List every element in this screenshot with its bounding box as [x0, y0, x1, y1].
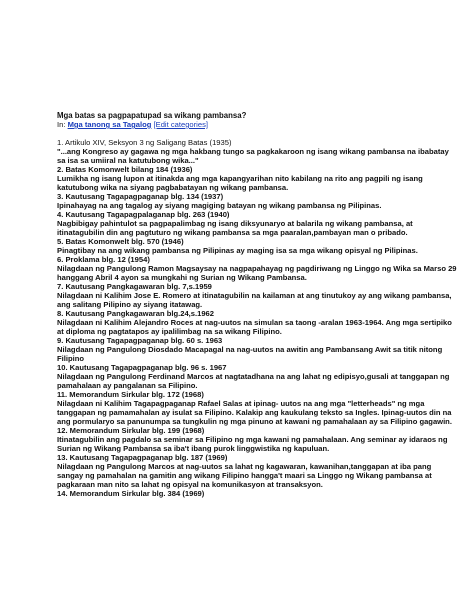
law-description: Nilagdaan ni Kalihim Alejandro Roces at nag-uutos na simulan sa taong -aralan 1963-1964. Ang mga sertipiko at diploma ng pagtatapos ay ipalilimbag na sa wikang Filipino. — [57, 318, 452, 336]
in-label: In: — [57, 120, 66, 129]
law-heading: 6. Proklama blg. 12 (1954) — [57, 255, 150, 264]
law-description: "...ang Kongreso ay gagawa ng mga hakbang tungo sa pagkakaroon ng isang wikang pambansa na ibabatay sa isa sa umiiral na katutubong wika..." — [57, 147, 449, 165]
law-description: Pinagtibay na ang wikang pambansa ng Pilipinas ay maging isa sa mga wikang opisyal ng Pilipinas. — [57, 246, 418, 255]
law-heading: 14. Memorandum Sirkular blg. 384 (1969) — [57, 489, 205, 498]
law-heading: 3. Kautusang Tagapagpaganap blg. 134 (1937) — [57, 192, 224, 201]
law-description: Nagbibigay pahintulot sa pagpapalimbag ng isang diksyunaryo at balarila ng wikang pambansa, at itinatagubilin din ang pagtuturo ng wikang pambansa sa mga paaralan,pambayan man o pribado. — [57, 219, 413, 237]
law-heading: 13. Kautusang Tagapagpaganap blg. 187 (1969) — [57, 453, 228, 462]
answer-content — [57, 111, 457, 498]
category-link[interactable]: Mga tanong sa Tagalog — [67, 120, 152, 129]
law-description: Nilagdaan ng Pangulong Ferdinand Marcos at nagtatadhana na ang lahat ng edipisyo,gusali at tanggapan ng pamahalaan ay pangalanan sa Filipino. — [57, 372, 450, 390]
edit-categories-link[interactable]: [Edit categories] — [153, 120, 208, 129]
law-heading: 5. Batas Komonwelt blg. 570 (1946) — [57, 237, 184, 246]
category-line — [57, 120, 457, 129]
law-description: Ipinahayag na ang tagalog ay siyang magiging batayan ng wikang pambansa ng Pilipinas. — [57, 201, 382, 210]
law-description: Itinatagubilin ang pagdalo sa seminar sa Filipino ng mga kawani ng pamahalaan. Ang seminar ay idaraos ng Surian ng Wikang Pambansa sa iba't ibang purok linggwistika ng kapuluan. — [57, 435, 448, 453]
law-heading: 8. Kautusang Pangkagawaran blg.24,s.1962 — [57, 309, 214, 318]
law-heading: 1. Artikulo XIV, Seksyon 3 ng Saligang Batas (1935) — [57, 138, 232, 147]
law-heading: 12. Memorandum Sirkular blg. 199 (1968) — [57, 426, 205, 435]
law-heading: 4. Kautusang Tagapagpalaganap blg. 263 (1940) — [57, 210, 230, 219]
law-description: Nilagdaan ng Pangulong Marcos at nag-uutos sa lahat ng kagawaran, kawanihan,tanggapan at iba pang sangay ng pamahalan na gamitin ang wikang Filipino hangga't maari sa Linggo ng Wikang pambansa at pagkaraan man nito sa lahat ng opisyal na komunikasyon at transaksyon. — [57, 462, 432, 489]
law-description: Lumikha ng isang lupon at itinakda ang mga kapangyarihan nito kabilang na rito ang pagpili ng isang katutubong wika na siyang pagbabatayan ng wikang pambansa. — [57, 174, 423, 192]
law-description: Nilagdaan ng Pangulong Diosdado Macapagal na nag-uutos na awitin ang Pambansang Awit sa titik nitong Filipino — [57, 345, 443, 363]
law-description: Nilagdaan ni Kalihim Tagapagpaganap Rafael Salas at ipinag- uutos na ang mga "letterheads" ng mga tanggapan ng pamamahalan ay isulat sa Filipino. Kalakip ang kaukulang teksto sa Ingles. Ipinag-uutos din na ang pormularyo sa panunumpa sa tungkulin ng mga pinuno at kawani ng pamahalaan ay sa Filipino gagawin. — [57, 399, 452, 426]
law-heading: 2. Batas Komonwelt bilang 184 (1936) — [57, 165, 193, 174]
law-heading: 11. Memorandum Sirkular blg. 172 (1968) — [57, 390, 204, 399]
law-description: Nilagdaan ni Kalihim Jose E. Romero at itinatagubilin na kailaman at ang tinutukoy ay ang wikang pambansa, ang salitang Pilipino ay siyang itatawag. — [57, 291, 452, 309]
question-title: Mga batas sa pagpapatupad sa wikang pambansa? — [57, 111, 247, 120]
law-description: Nilagdaan ng Pangulong Ramon Magsaysay na nagpapahayag ng pagdiriwang ng Linggo ng Wika sa Marso 29 hanggang Abril 4 ayon sa mungkahi ng Surian ng Wikang Pambansa. — [57, 264, 457, 282]
law-heading: 7. Kautusang Pangkagawaran blg. 7,s.1959 — [57, 282, 212, 291]
law-heading: 10. Kautusang Tagapagpaganap blg. 96 s. 1967 — [57, 363, 227, 372]
law-heading: 9. Kautusang Tagapagpaganap blg. 60 s. 1963 — [57, 336, 223, 345]
